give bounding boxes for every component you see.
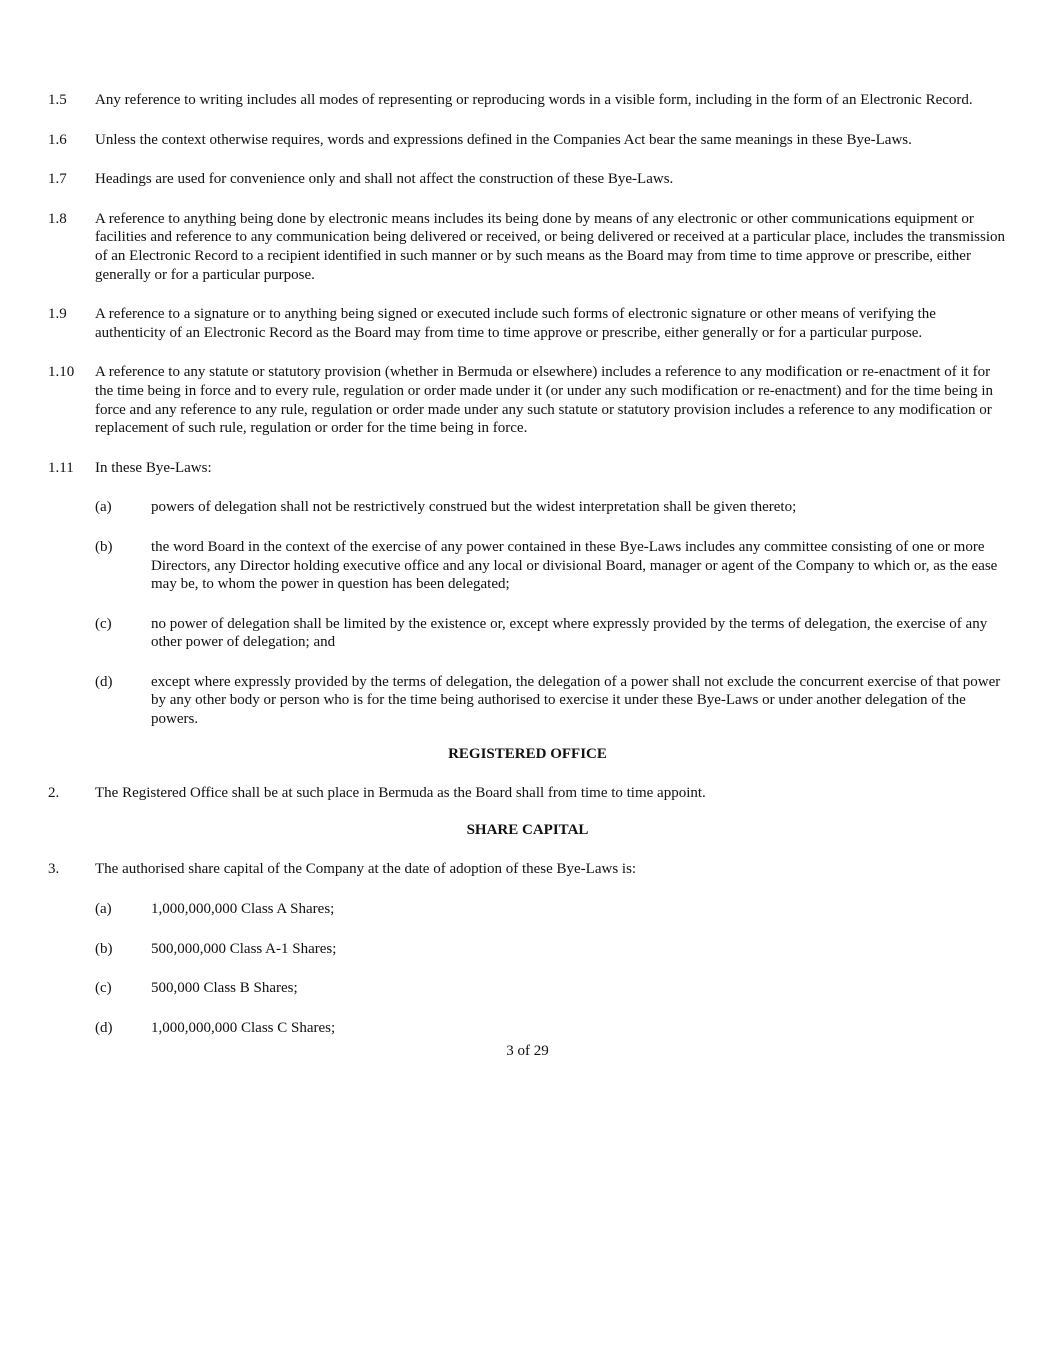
clause-text: A reference to any statute or statutory provision (whether in Bermuda or elsewhere) includes a reference to any modification or re-enactment of it for the time being in force and to every rule, regulation or order made under it (or under any such modification or re-enactment) and for the time being in force and any reference to any rule, regulation or order made under any such statute or statutory provision includes a reference to any modification or replacement of such rule, regulation or order for the time being in force.	[95, 364, 994, 437]
section-heading-registered-office: REGISTERED OFFICE	[448, 745, 607, 762]
clause-number: 1.6	[48, 131, 67, 148]
page-number: 3 of 29	[506, 1043, 549, 1060]
clause-1-11-item-d	[0, 673, 1055, 729]
clause-2	[0, 784, 1055, 803]
item-label: (b)	[95, 940, 113, 957]
item-label: (a)	[95, 499, 112, 516]
clause-number: 2.	[48, 785, 60, 802]
clause-number: 1.7	[48, 171, 67, 188]
clause-text: Unless the context otherwise requires, words and expressions defined in the Companies Act bear the same meanings in these Bye-Laws.	[95, 131, 912, 148]
clause-text: The Registered Office shall be at such place in Bermuda as the Board shall from time to time appoint.	[95, 785, 706, 802]
item-label: (a)	[95, 901, 112, 918]
item-text: powers of delegation shall not be restrictively construed but the widest interpretation shall be given thereto;	[151, 499, 797, 516]
item-text: the word Board in the context of the exercise of any power contained in these Bye-Laws includes any committee consisting of one or more Directors, any Director holding executive office and any local or divisional Board, manager or agent of the Company to which or, as the ease may be, to whom the power in question has been delegated;	[151, 538, 998, 593]
clause-text: In these Bye-Laws:	[95, 459, 212, 476]
item-label: (d)	[95, 673, 113, 690]
item-label: (d)	[95, 1019, 113, 1036]
item-text: 500,000 Class B Shares;	[151, 980, 298, 997]
share-class-item-d	[0, 1019, 1055, 1038]
item-text: 1,000,000,000 Class C Shares;	[151, 1019, 336, 1036]
item-label: (b)	[95, 538, 113, 555]
clause-number: 1.8	[48, 210, 67, 227]
share-class-item-a	[0, 900, 1055, 919]
clause-number: 1.5	[48, 92, 67, 108]
clause-1-11-item-a	[0, 498, 1055, 517]
clause-text: Headings are used for convenience only and shall not affect the construction of these Bye-Laws.	[95, 171, 674, 188]
clause-1-11-item-c	[0, 615, 1055, 652]
clause-number: 1.10	[48, 364, 75, 381]
clause-text: The authorised share capital of the Company at the date of adoption of these Bye-Laws is:	[95, 861, 637, 878]
clause-1-11-item-b	[0, 538, 1055, 594]
item-text: except where expressly provided by the terms of delegation, the delegation of a power shall not exclude the concurrent exercise of that power by any other body or person who is for the time being authorised to exercise it under these Bye-Laws or under another delegation of the powers.	[151, 673, 1001, 728]
clause-1-5	[0, 91, 1055, 110]
clause-number: 3.	[48, 861, 60, 878]
share-class-item-b	[0, 940, 1055, 959]
item-text: 500,000,000 Class A-1 Shares;	[151, 940, 337, 957]
clause-1-8	[0, 210, 1055, 284]
item-text: no power of delegation shall be limited by the existence or, except where expressly provided by the terms of delegation, the exercise of any other power of delegation; and	[151, 615, 988, 651]
item-label: (c)	[95, 615, 112, 632]
section-heading-share-capital: SHARE CAPITAL	[466, 821, 589, 838]
clause-1-10	[0, 363, 1055, 437]
clause-1-7	[0, 170, 1055, 189]
item-text: 1,000,000,000 Class A Shares;	[151, 901, 335, 918]
clause-text: A reference to anything being done by electronic means includes its being done by means of any electronic or other communications equipment or facilities and reference to any communication being delivered or received, or being delivered or received at a particular place, includes the transmission of an Electronic Record to a recipient identified in such manner or by such means as the Board may from time to time approve or prescribe, either generally or for a particular purpose.	[95, 210, 1006, 283]
item-label: (c)	[95, 980, 112, 997]
clause-1-11	[0, 459, 1055, 478]
clause-text: Any reference to writing includes all modes of representing or reproducing words in a visible form, including in the form of an Electronic Record.	[95, 92, 973, 108]
clause-text: A reference to a signature or to anything being signed or executed include such forms of electronic signature or other means of verifying the authenticity of an Electronic Record as the Board may from time to time approve or prescribe, either generally or for a particular purpose.	[95, 306, 936, 341]
clause-number: 1.9	[48, 306, 67, 323]
document-page	[0, 91, 1055, 1061]
clause-number: 1.11	[48, 459, 74, 476]
clause-3	[0, 860, 1055, 879]
share-class-item-c	[0, 979, 1055, 998]
clause-1-9	[0, 305, 1055, 342]
clause-1-6	[0, 131, 1055, 150]
